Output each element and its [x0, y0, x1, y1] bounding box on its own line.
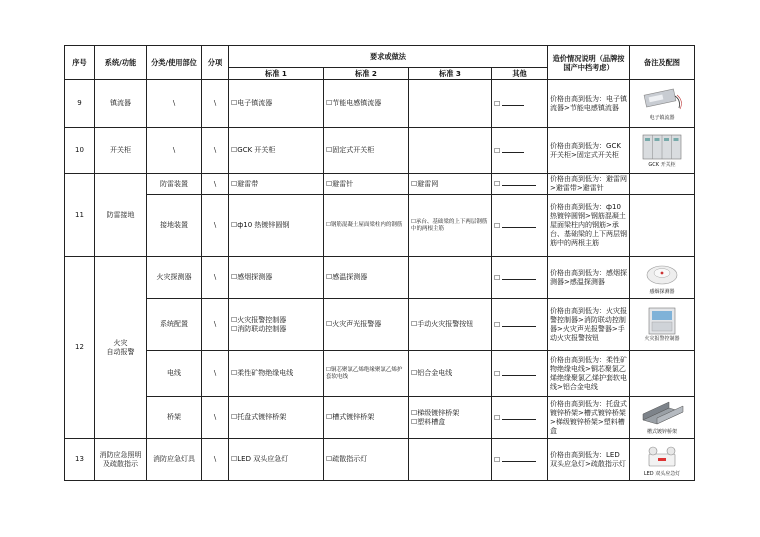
std1-option-line[interactable]: ☐消防联动控制器	[231, 324, 287, 333]
other-option[interactable]	[492, 80, 548, 128]
row-category: 防雷装置	[147, 174, 202, 195]
row-item: \	[202, 128, 229, 174]
std1-option[interactable]: ☐电子镇流器	[229, 80, 324, 128]
image-caption: LED 双头应急灯	[643, 471, 681, 477]
note-image-cell	[630, 128, 695, 174]
std1-option[interactable]	[229, 299, 324, 351]
cost-note: 价格由高到低为：LED 双头应急灯>疏散指示灯	[548, 439, 630, 481]
note-image-cell	[630, 257, 695, 299]
note-image-cell	[630, 80, 695, 128]
std2-option[interactable]: ☐疏散指示灯	[324, 439, 409, 481]
row-item: \	[202, 80, 229, 128]
std1-option[interactable]: ☐避雷带	[229, 174, 324, 195]
std3-option[interactable]: ☐铝合金电线	[409, 351, 492, 397]
std3-option	[409, 128, 492, 174]
header-requirements: 要求或做法	[229, 46, 548, 68]
other-checkbox[interactable]: ☐	[494, 99, 501, 108]
std1-option[interactable]: ☐柔性矿物绝缘电线	[229, 351, 324, 397]
row-item: \	[202, 351, 229, 397]
cost-note: 价格由高到低为：感烟探测器>感温探测器	[548, 257, 630, 299]
header-item: 分项	[202, 46, 229, 80]
other-option[interactable]	[492, 351, 548, 397]
header-system: 系统/功能	[95, 46, 147, 80]
row-system	[95, 257, 147, 439]
std2-option[interactable]: ☐钢筋混凝土屋面梁柱内的钢筋	[324, 195, 409, 257]
row-category: 电线	[147, 351, 202, 397]
note-image-cell	[630, 439, 695, 481]
table-row	[65, 397, 695, 439]
other-option[interactable]	[492, 257, 548, 299]
std3-option[interactable]: ☐承台、基础梁的上下两层钢筋中的两根主筋	[409, 195, 492, 257]
fill-blank	[502, 99, 524, 106]
fire-alarm-controller-image	[639, 307, 685, 335]
other-option[interactable]	[492, 439, 548, 481]
row-category: 桥架	[147, 397, 202, 439]
row-category: \	[147, 128, 202, 174]
fill-blank	[502, 273, 536, 280]
table-row	[65, 174, 695, 195]
header-cost: 造价情况说明（品牌按国产中档考虑）	[548, 46, 630, 80]
row-category: 接地装置	[147, 195, 202, 257]
std3-option	[409, 80, 492, 128]
std2-option[interactable]: ☐火灾声光报警器	[324, 299, 409, 351]
note-image-cell	[630, 299, 695, 351]
table-row	[65, 351, 695, 397]
note-empty	[630, 174, 695, 195]
row-system: 防雷接地	[95, 174, 147, 257]
row-item: \	[202, 299, 229, 351]
header-other: 其他	[492, 68, 548, 80]
std1-option-line[interactable]: ☐火灾报警控制器	[231, 315, 287, 324]
note-empty	[630, 195, 695, 257]
note-image-cell	[630, 397, 695, 439]
std3-option[interactable]: ☐手动火灾报警按钮	[409, 299, 492, 351]
image-caption: 感烟探测器	[649, 289, 675, 295]
header-std3: 标准 3	[409, 68, 492, 80]
row-index: 13	[65, 439, 95, 481]
row-item: \	[202, 174, 229, 195]
std3-option	[409, 439, 492, 481]
std1-option[interactable]: ☐感烟探测器	[229, 257, 324, 299]
row-item: \	[202, 195, 229, 257]
std2-option[interactable]: ☐节能电感镇流器	[324, 80, 409, 128]
ballast-image	[639, 86, 685, 114]
other-option[interactable]	[492, 174, 548, 195]
std3-option[interactable]	[409, 397, 492, 439]
fill-blank	[502, 369, 536, 376]
system-line: 火灾	[113, 338, 128, 347]
std1-option[interactable]: ☐LED 双头应急灯	[229, 439, 324, 481]
row-index: 9	[65, 80, 95, 128]
cost-note: 价格由高到低为：ф10 热镀锌圆钢>钢筋混凝土屋面梁柱内的钢筋>承台、基础梁的上下两层钢筋中的两根主筋	[548, 195, 630, 257]
std3-option[interactable]: ☐避雷网	[409, 174, 492, 195]
other-option[interactable]	[492, 299, 548, 351]
row-system: 开关柜	[95, 128, 147, 174]
header-std2: 标准 2	[324, 68, 409, 80]
other-option[interactable]	[492, 128, 548, 174]
header-index: 序号	[65, 46, 95, 80]
other-checkbox[interactable]: ☐	[494, 413, 501, 422]
note-empty	[630, 351, 695, 397]
row-item: \	[202, 439, 229, 481]
image-caption: GCK 开关柜	[648, 162, 676, 168]
system-line: 自动报警	[106, 347, 135, 356]
cost-note: 价格由高到低为：电子镇流器>节能电感镇流器	[548, 80, 630, 128]
image-caption: 火灾报警控制器	[644, 336, 680, 342]
std3-option-line[interactable]: ☐梯级镀锌桥架	[411, 408, 460, 417]
other-checkbox[interactable]: ☐	[494, 455, 501, 464]
smoke-detector-image	[639, 260, 685, 288]
other-checkbox[interactable]: ☐	[494, 369, 501, 378]
table-row	[65, 257, 695, 299]
std2-option[interactable]: ☐避雷针	[324, 174, 409, 195]
fill-blank	[502, 455, 536, 462]
other-checkbox[interactable]: ☐	[494, 273, 501, 282]
cost-note: 价格由高到低为：柔性矿物绝缘电线>铜芯聚氯乙烯绝缘聚氯乙烯护套软电线>铝合金电线	[548, 351, 630, 397]
row-category: 消防应急灯具	[147, 439, 202, 481]
std2-option[interactable]: ☐槽式镀锌桥架	[324, 397, 409, 439]
switchgear-image	[639, 133, 685, 161]
std2-option[interactable]: ☐铜芯聚氯乙烯绝缘聚氯乙烯护套软电线	[324, 351, 409, 397]
row-system: 镇流器	[95, 80, 147, 128]
row-item: \	[202, 257, 229, 299]
other-checkbox[interactable]: ☐	[494, 180, 501, 188]
row-index: 11	[65, 174, 95, 257]
other-checkbox[interactable]: ☐	[494, 146, 501, 155]
row-category: 系统配置	[147, 299, 202, 351]
fill-blank	[502, 146, 524, 153]
std1-option[interactable]: ☐ф10 热镀锌圆钢	[229, 195, 324, 257]
image-caption: 槽式镀锌桥架	[647, 429, 678, 435]
cost-note: 价格由高到低为：避雷网>避雷带>避雷针	[548, 174, 630, 195]
std3-option	[409, 257, 492, 299]
table-row	[65, 299, 695, 351]
cable-tray-image	[639, 400, 685, 428]
spec-table	[64, 45, 695, 481]
other-checkbox[interactable]: ☐	[494, 221, 501, 230]
image-caption: 电子镇流器	[649, 115, 675, 121]
cost-note: 价格由高到低为：托盘式镀锌桥架>槽式镀锌桥架>梯级镀锌桥架>塑料槽盒	[548, 397, 630, 439]
other-option[interactable]	[492, 195, 548, 257]
fill-blank	[502, 413, 536, 420]
table-row	[65, 195, 695, 257]
row-category: 火灾探测器	[147, 257, 202, 299]
header-std1: 标准 1	[229, 68, 324, 80]
emergency-light-image	[639, 442, 685, 470]
row-index: 10	[65, 128, 95, 174]
fill-blank	[502, 179, 536, 186]
fill-blank	[502, 320, 536, 327]
std1-option[interactable]: ☐托盘式镀锌桥架	[229, 397, 324, 439]
cost-note: 价格由高到低为：GCK 开关柜>固定式开关柜	[548, 128, 630, 174]
other-option[interactable]	[492, 397, 548, 439]
std3-option-line[interactable]: ☐塑料槽盒	[411, 417, 446, 426]
row-category: \	[147, 80, 202, 128]
row-index: 12	[65, 257, 95, 439]
table-row	[65, 80, 695, 128]
cost-note: 价格由高到低为：火灾报警控制器>消防联动控制器>火灾声光报警器>手动火灾报警按钮	[548, 299, 630, 351]
std2-option[interactable]: ☐感温探测器	[324, 257, 409, 299]
std2-option[interactable]: ☐固定式开关柜	[324, 128, 409, 174]
header-notes: 备注及配图	[630, 46, 695, 80]
other-checkbox[interactable]: ☐	[494, 320, 501, 329]
table-row	[65, 439, 695, 481]
table-row	[65, 128, 695, 174]
header-category: 分类/使用部位	[147, 46, 202, 80]
row-system: 消防应急照明及疏散指示	[95, 439, 147, 481]
row-item: \	[202, 397, 229, 439]
fill-blank	[502, 221, 536, 228]
std1-option[interactable]: ☐GCK 开关柜	[229, 128, 324, 174]
